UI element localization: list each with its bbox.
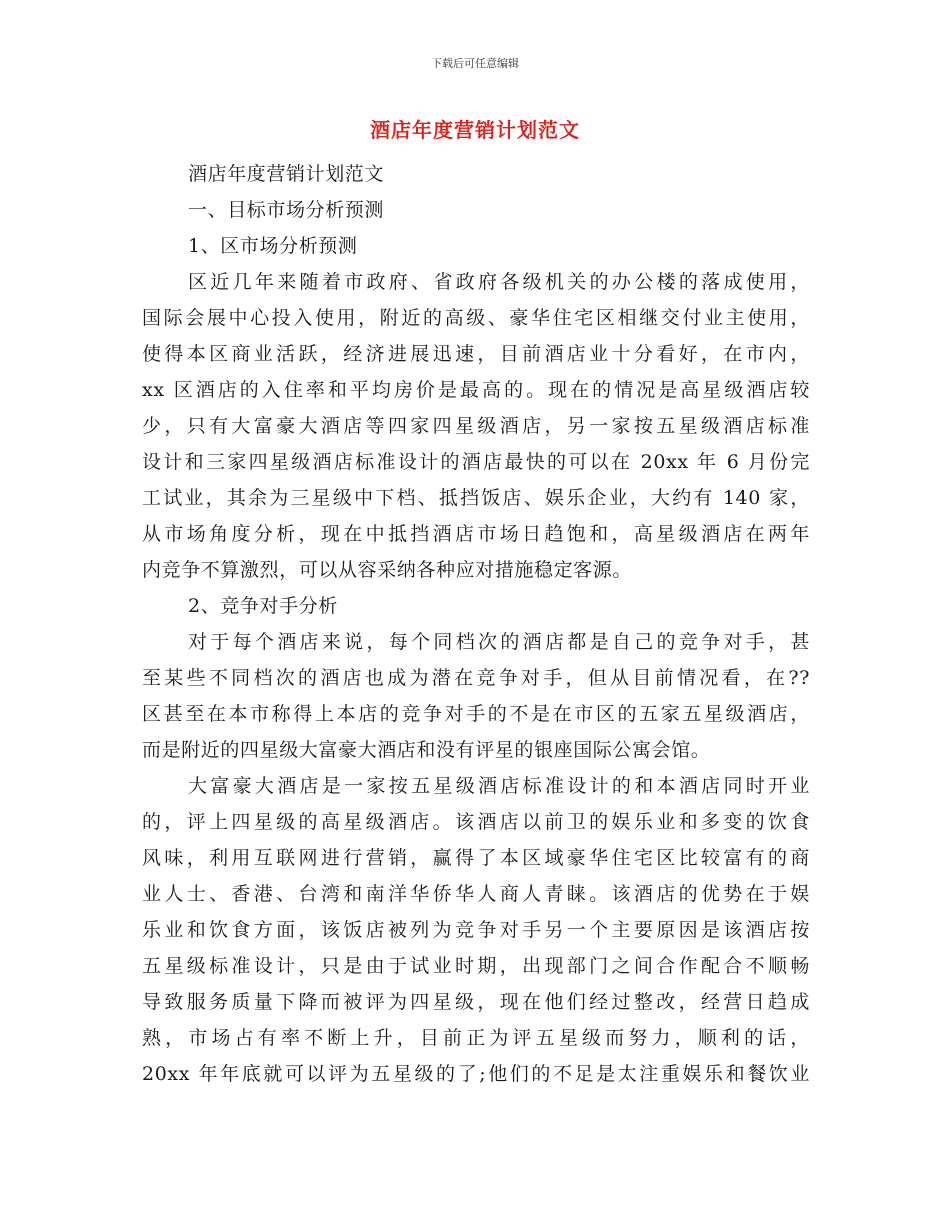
body-line: 熟，市场占有率不断上升，目前正为评五星级而努力，顺利的话，: [142, 1027, 810, 1049]
body-line: 的，评上四星级的高星级酒店。该酒店以前卫的娱乐业和多变的饮食: [142, 811, 810, 833]
body-line: 从市场角度分析，现在中抵挡酒店市场日趋饱和，高星级酒店在两年: [142, 523, 810, 545]
body-line: 乐业和饮食方面，该饭店被列为竞争对手另一个主要原因是该酒店按: [142, 919, 810, 941]
body-line: 对于每个酒店来说，每个同档次的酒店都是自己的竞争对手，甚: [188, 631, 810, 653]
body-line: 2、竞争对手分析: [188, 595, 338, 617]
body-line: 五星级标准设计，只是由于试业时期，出现部门之间合作配合不顺畅: [142, 955, 810, 977]
body-line: 区近几年来随着市政府、省政府各级机关的办公楼的落成使用，: [188, 271, 810, 293]
body-line: 区甚至在本市称得上本店的竞争对手的不是在市区的五家五星级酒店，: [142, 703, 810, 725]
body-line: 而是附近的四星级大富豪大酒店和没有评星的银座国际公寓会馆。: [142, 739, 711, 761]
body-line: 使得本区商业活跃，经济进展迅速，目前酒店业十分看好，在市内，: [142, 343, 810, 365]
body-line: 导致服务质量下降而被评为四星级，现在他们经过整改，经营日趋成: [142, 991, 810, 1013]
body-line: 风味，利用互联网进行营销，赢得了本区域豪华住宅区比较富有的商: [142, 847, 810, 869]
body-line: 至某些不同档次的酒店也成为潜在竞争对手，但从目前情况看，在??: [142, 667, 810, 689]
body-line: 大富豪大酒店是一家按五星级酒店标准设计的和本酒店同时开业: [188, 775, 810, 797]
body-line: 内竞争不算激烈，可以从容采纳各种应对措施稳定客源。: [142, 559, 633, 581]
body-line: 少，只有大富豪大酒店等四家四星级酒店，另一家按五星级酒店标准: [142, 415, 810, 437]
body-line: 业人士、香港、台湾和南洋华侨华人商人青睐。该酒店的优势在于娱: [142, 883, 810, 905]
body-line: 国际会展中心投入使用，附近的高级、豪华住宅区相继交付业主使用，: [142, 307, 810, 329]
body-line: 20xx 年年底就可以评为五星级的了;他们的不足是太注重娱乐和餐饮业: [142, 1063, 810, 1085]
document-title: 酒店年度营销计划范文: [370, 118, 580, 142]
body-line: 设计和三家四星级酒店标准设计的酒店最快的可以在 20xx 年 6 月份完: [142, 451, 810, 473]
body-line: 工试业，其余为三星级中下档、抵挡饭店、娱乐企业，大约有 140 家，: [142, 487, 810, 509]
body-line: 酒店年度营销计划范文: [188, 163, 385, 185]
body-line: xx 区酒店的入住率和平均房价是最高的。现在的情况是高星级酒店较: [142, 379, 810, 401]
body-line: 1、区市场分析预测: [188, 235, 358, 257]
page-header-note: 下载后可任意编辑: [431, 57, 519, 70]
body-line: 一、目标市场分析预测: [188, 199, 385, 221]
document-body: [142, 156, 810, 1092]
